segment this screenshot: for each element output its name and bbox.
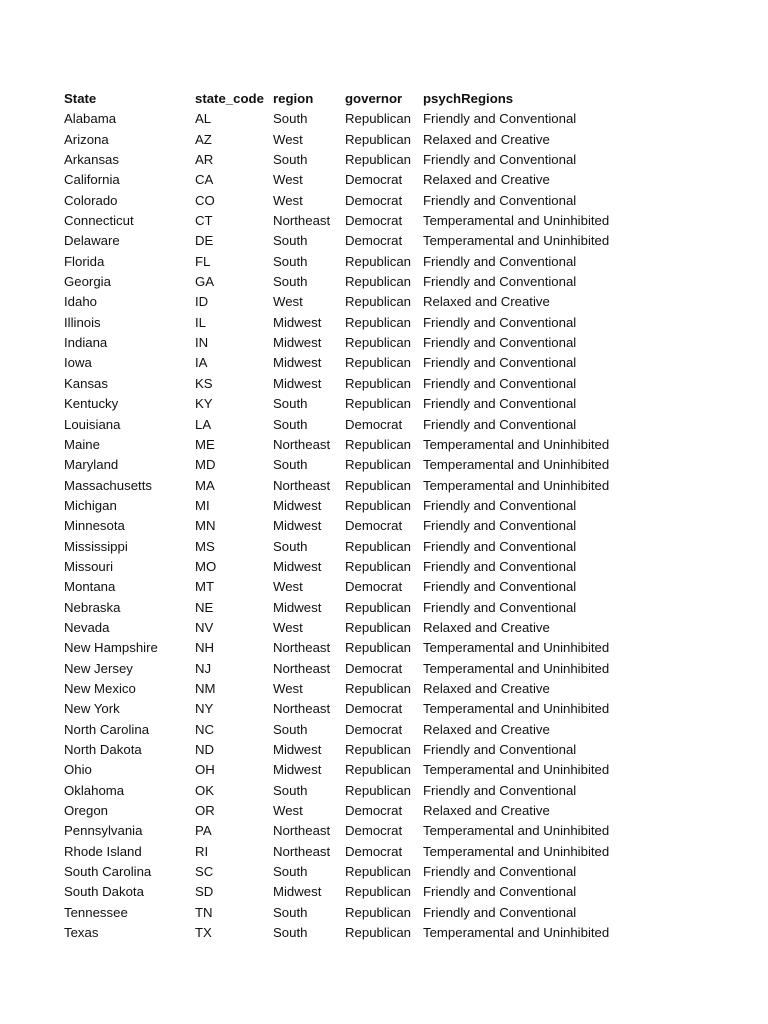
state-cell: New Hampshire [64,640,158,656]
state-code-cell: NH [195,640,215,656]
state-cell: Minnesota [64,518,125,534]
state-code-cell: RI [195,843,209,859]
region-cell: South [273,864,308,880]
governor-cell: Democrat [345,823,403,839]
region-cell: West [273,172,303,188]
state-cell: Illinois [64,314,101,330]
governor-cell: Republican [345,131,411,147]
governor-cell: Republican [345,497,411,513]
region-cell: South [273,721,308,737]
state-cell: Connecticut [64,213,134,229]
governor-cell: Republican [345,925,411,941]
table-row [64,353,663,373]
column-header-region: region [273,91,314,106]
governor-cell: Republican [345,457,411,473]
state-code-cell: CO [195,192,215,208]
region-cell: Midwest [273,742,322,757]
governor-cell: Republican [345,742,411,757]
governor-cell: Republican [345,436,411,452]
region-cell: Northeast [273,660,331,676]
governor-cell: Republican [345,274,411,290]
state-code-cell: SC [195,864,214,880]
psych-region-cell: Relaxed and Creative [423,294,550,310]
state-code-cell: OK [195,782,215,798]
region-cell: South [273,904,308,920]
state-cell: Maine [64,436,100,452]
psych-region-cell: Friendly and Conventional [423,335,577,351]
region-cell: South [273,152,308,168]
state-cell: Oregon [64,803,108,819]
psych-region-cell: Friendly and Conventional [423,864,577,880]
state-cell: North Dakota [64,742,142,757]
psych-region-cell: Friendly and Conventional [423,497,577,513]
state-code-cell: LA [195,416,212,432]
table-row [64,374,663,394]
psych-region-cell: Temperamental and Uninhibited [423,823,610,839]
psych-region-cell: Temperamental and Uninhibited [423,762,610,778]
region-cell: Northeast [273,823,331,839]
psych-region-cell: Relaxed and Creative [423,619,550,635]
state-cell: Nevada [64,619,110,635]
state-code-cell: CA [195,172,214,188]
state-cell: South Carolina [64,864,152,880]
governor-cell: Democrat [345,172,403,188]
state-cell: Pennsylvania [64,823,143,839]
state-cell: Michigan [64,497,117,513]
state-code-cell: KS [195,375,213,391]
region-cell: Midwest [273,599,322,615]
psych-region-cell: Friendly and Conventional [423,274,577,290]
region-cell: South [273,538,308,554]
table-row [64,801,663,821]
state-cell: Arizona [64,131,109,147]
psych-region-cell: Temperamental and Uninhibited [423,436,610,452]
table-header [64,89,663,109]
region-cell: West [273,294,303,310]
governor-cell: Republican [345,762,411,778]
region-cell: Northeast [273,843,331,859]
table-row [64,821,663,841]
table-row [64,923,663,943]
table-row [64,516,663,536]
psych-region-cell: Friendly and Conventional [423,518,577,534]
state-cell: Indiana [64,335,108,351]
governor-cell: Republican [345,375,411,391]
table-row [64,903,663,923]
table-row [64,313,663,333]
state-code-cell: ID [195,294,209,310]
table-row [64,394,663,414]
governor-cell: Republican [345,335,411,351]
column-header-state: State [64,91,97,106]
table-row [64,231,663,251]
governor-cell: Republican [345,396,411,412]
table-row [64,130,663,150]
psych-region-cell: Temperamental and Uninhibited [423,925,610,941]
region-cell: Midwest [273,518,322,534]
region-cell: West [273,803,303,819]
region-cell: West [273,579,303,595]
table-row [64,740,663,760]
state-cell: Ohio [64,762,92,778]
state-cell: Georgia [64,274,111,290]
table-row [64,760,663,780]
state-code-cell: AZ [195,131,212,147]
table-row [64,842,663,862]
psych-region-cell: Friendly and Conventional [423,375,577,391]
governor-cell: Democrat [345,416,403,432]
state-code-cell: OH [195,762,215,778]
region-cell: Midwest [273,335,322,351]
region-cell: South [273,925,308,941]
state-cell: New Mexico [64,680,136,696]
governor-cell: Republican [345,558,411,574]
governor-cell: Republican [345,253,411,269]
column-header-state-code: state_code [195,91,264,106]
state-code-cell: NJ [195,660,212,676]
state-code-cell: NE [195,599,214,615]
psych-region-cell: Friendly and Conventional [423,192,577,208]
state-code-cell: MS [195,538,215,554]
region-cell: Midwest [273,355,322,371]
state-code-cell: IA [195,355,208,371]
state-code-cell: TX [195,925,212,941]
state-cell: Louisiana [64,416,121,432]
states-table [64,89,663,943]
state-code-cell: NC [195,721,215,737]
table-body [64,109,663,943]
psych-region-cell: Temperamental and Uninhibited [423,213,610,229]
governor-cell: Republican [345,680,411,696]
psych-region-cell: Friendly and Conventional [423,904,577,920]
state-code-cell: MI [195,497,210,513]
table-row [64,659,663,679]
region-cell: Northeast [273,436,331,452]
region-cell: South [273,253,308,269]
state-cell: Massachusetts [64,477,152,493]
state-code-cell: OR [195,803,215,819]
table-row [64,557,663,577]
region-cell: Midwest [273,314,322,330]
psych-region-cell: Friendly and Conventional [423,742,577,757]
psych-region-cell: Relaxed and Creative [423,680,550,696]
governor-cell: Republican [345,477,411,493]
state-code-cell: KY [195,396,213,412]
state-cell: New York [64,701,120,717]
psych-region-cell: Relaxed and Creative [423,131,550,147]
region-cell: West [273,192,303,208]
governor-cell: Republican [345,864,411,880]
state-code-cell: MD [195,457,216,473]
psych-region-cell: Temperamental and Uninhibited [423,701,610,717]
state-cell: Texas [64,925,99,941]
table-row [64,150,663,170]
state-code-cell: FL [195,253,211,269]
governor-cell: Republican [345,619,411,635]
region-cell: South [273,457,308,473]
table-row [64,496,663,516]
psych-region-cell: Friendly and Conventional [423,416,577,432]
column-header-governor: governor [345,91,403,106]
psych-region-cell: Temperamental and Uninhibited [423,233,610,249]
governor-cell: Democrat [345,660,403,676]
psych-region-cell: Friendly and Conventional [423,538,577,554]
spreadsheet [64,89,704,943]
table-row [64,476,663,496]
state-code-cell: IN [195,335,209,351]
state-cell: Rhode Island [64,843,142,859]
state-cell: Maryland [64,457,119,473]
governor-cell: Democrat [345,721,403,737]
region-cell: South [273,396,308,412]
table-row [64,109,663,129]
governor-cell: Republican [345,640,411,656]
state-cell: Kentucky [64,396,119,412]
state-code-cell: GA [195,274,215,290]
region-cell: Midwest [273,558,322,574]
region-cell: West [273,680,303,696]
state-code-cell: ND [195,742,215,757]
governor-cell: Democrat [345,701,403,717]
psych-region-cell: Temperamental and Uninhibited [423,640,610,656]
state-code-cell: NY [195,701,214,717]
table-row [64,699,663,719]
governor-cell: Republican [345,884,411,900]
table-row [64,598,663,618]
table-row [64,618,663,638]
table-row [64,720,663,740]
governor-cell: Republican [345,294,411,310]
psych-region-cell: Friendly and Conventional [423,558,577,574]
psych-region-cell: Temperamental and Uninhibited [423,477,610,493]
table-row [64,679,663,699]
table-row [64,211,663,231]
state-cell: California [64,172,120,188]
psych-region-cell: Friendly and Conventional [423,396,577,412]
table-row [64,537,663,557]
table-row [64,455,663,475]
region-cell: South [273,416,308,432]
state-cell: Nebraska [64,599,121,615]
state-code-cell: ME [195,436,215,452]
state-cell: New Jersey [64,660,133,676]
state-cell: Colorado [64,192,118,208]
governor-cell: Democrat [345,803,403,819]
state-code-cell: CT [195,213,213,229]
state-cell: South Dakota [64,884,144,900]
psych-region-cell: Friendly and Conventional [423,579,577,595]
psych-region-cell: Friendly and Conventional [423,111,577,127]
state-cell: Oklahoma [64,782,125,798]
psych-region-cell: Friendly and Conventional [423,355,577,371]
state-code-cell: PA [195,823,212,839]
state-code-cell: MN [195,518,216,534]
state-cell: Alabama [64,111,117,127]
table-row [64,415,663,435]
governor-cell: Republican [345,355,411,371]
state-code-cell: IL [195,314,206,330]
region-cell: South [273,274,308,290]
state-cell: Kansas [64,375,108,391]
state-code-cell: TN [195,904,213,920]
region-cell: Northeast [273,213,331,229]
table-row [64,252,663,272]
governor-cell: Democrat [345,233,403,249]
state-code-cell: MO [195,558,217,574]
governor-cell: Democrat [345,579,403,595]
table-row [64,862,663,882]
region-cell: West [273,619,303,635]
governor-cell: Republican [345,782,411,798]
governor-cell: Democrat [345,192,403,208]
psych-region-cell: Temperamental and Uninhibited [423,457,610,473]
table-row [64,577,663,597]
region-cell: Midwest [273,762,322,778]
state-cell: Arkansas [64,152,119,168]
psych-region-cell: Friendly and Conventional [423,884,577,900]
state-code-cell: MT [195,579,215,595]
region-cell: West [273,131,303,147]
governor-cell: Democrat [345,213,403,229]
psych-region-cell: Temperamental and Uninhibited [423,843,610,859]
state-cell: Iowa [64,355,92,371]
psych-region-cell: Relaxed and Creative [423,172,550,188]
column-header-psych-regions: psychRegions [423,91,514,106]
psych-region-cell: Relaxed and Creative [423,803,550,819]
governor-cell: Republican [345,904,411,920]
state-code-cell: DE [195,233,214,249]
state-code-cell: SD [195,884,214,900]
state-cell: Delaware [64,233,120,249]
psych-region-cell: Temperamental and Uninhibited [423,660,610,676]
header-row [64,89,663,109]
state-cell: Florida [64,253,105,269]
psych-region-cell: Friendly and Conventional [423,782,577,798]
table-row [64,272,663,292]
governor-cell: Republican [345,152,411,168]
governor-cell: Republican [345,599,411,615]
psych-region-cell: Relaxed and Creative [423,721,550,737]
region-cell: South [273,782,308,798]
psych-region-cell: Friendly and Conventional [423,253,577,269]
governor-cell: Republican [345,538,411,554]
table-row [64,191,663,211]
table-row [64,882,663,902]
governor-cell: Democrat [345,843,403,859]
region-cell: Midwest [273,375,322,391]
state-code-cell: NV [195,619,214,635]
governor-cell: Democrat [345,518,403,534]
state-code-cell: MA [195,477,215,493]
table-row [64,638,663,658]
state-cell: Idaho [64,294,98,310]
psych-region-cell: Friendly and Conventional [423,314,577,330]
psych-region-cell: Friendly and Conventional [423,152,577,168]
region-cell: South [273,111,308,127]
governor-cell: Republican [345,111,411,127]
table-row [64,781,663,801]
governor-cell: Republican [345,314,411,330]
table-row [64,170,663,190]
state-code-cell: NM [195,680,216,696]
state-cell: North Carolina [64,721,150,737]
region-cell: Midwest [273,497,322,513]
region-cell: Midwest [273,884,322,900]
state-cell: Missouri [64,558,114,574]
psych-region-cell: Friendly and Conventional [423,599,577,615]
table-row [64,292,663,312]
region-cell: Northeast [273,477,331,493]
state-cell: Tennessee [64,904,128,920]
table-row [64,435,663,455]
state-code-cell: AL [195,111,212,127]
state-cell: Montana [64,579,116,595]
region-cell: Northeast [273,640,331,656]
region-cell: Northeast [273,701,331,717]
table-row [64,333,663,353]
state-cell: Mississippi [64,538,128,554]
region-cell: South [273,233,308,249]
state-code-cell: AR [195,152,214,168]
